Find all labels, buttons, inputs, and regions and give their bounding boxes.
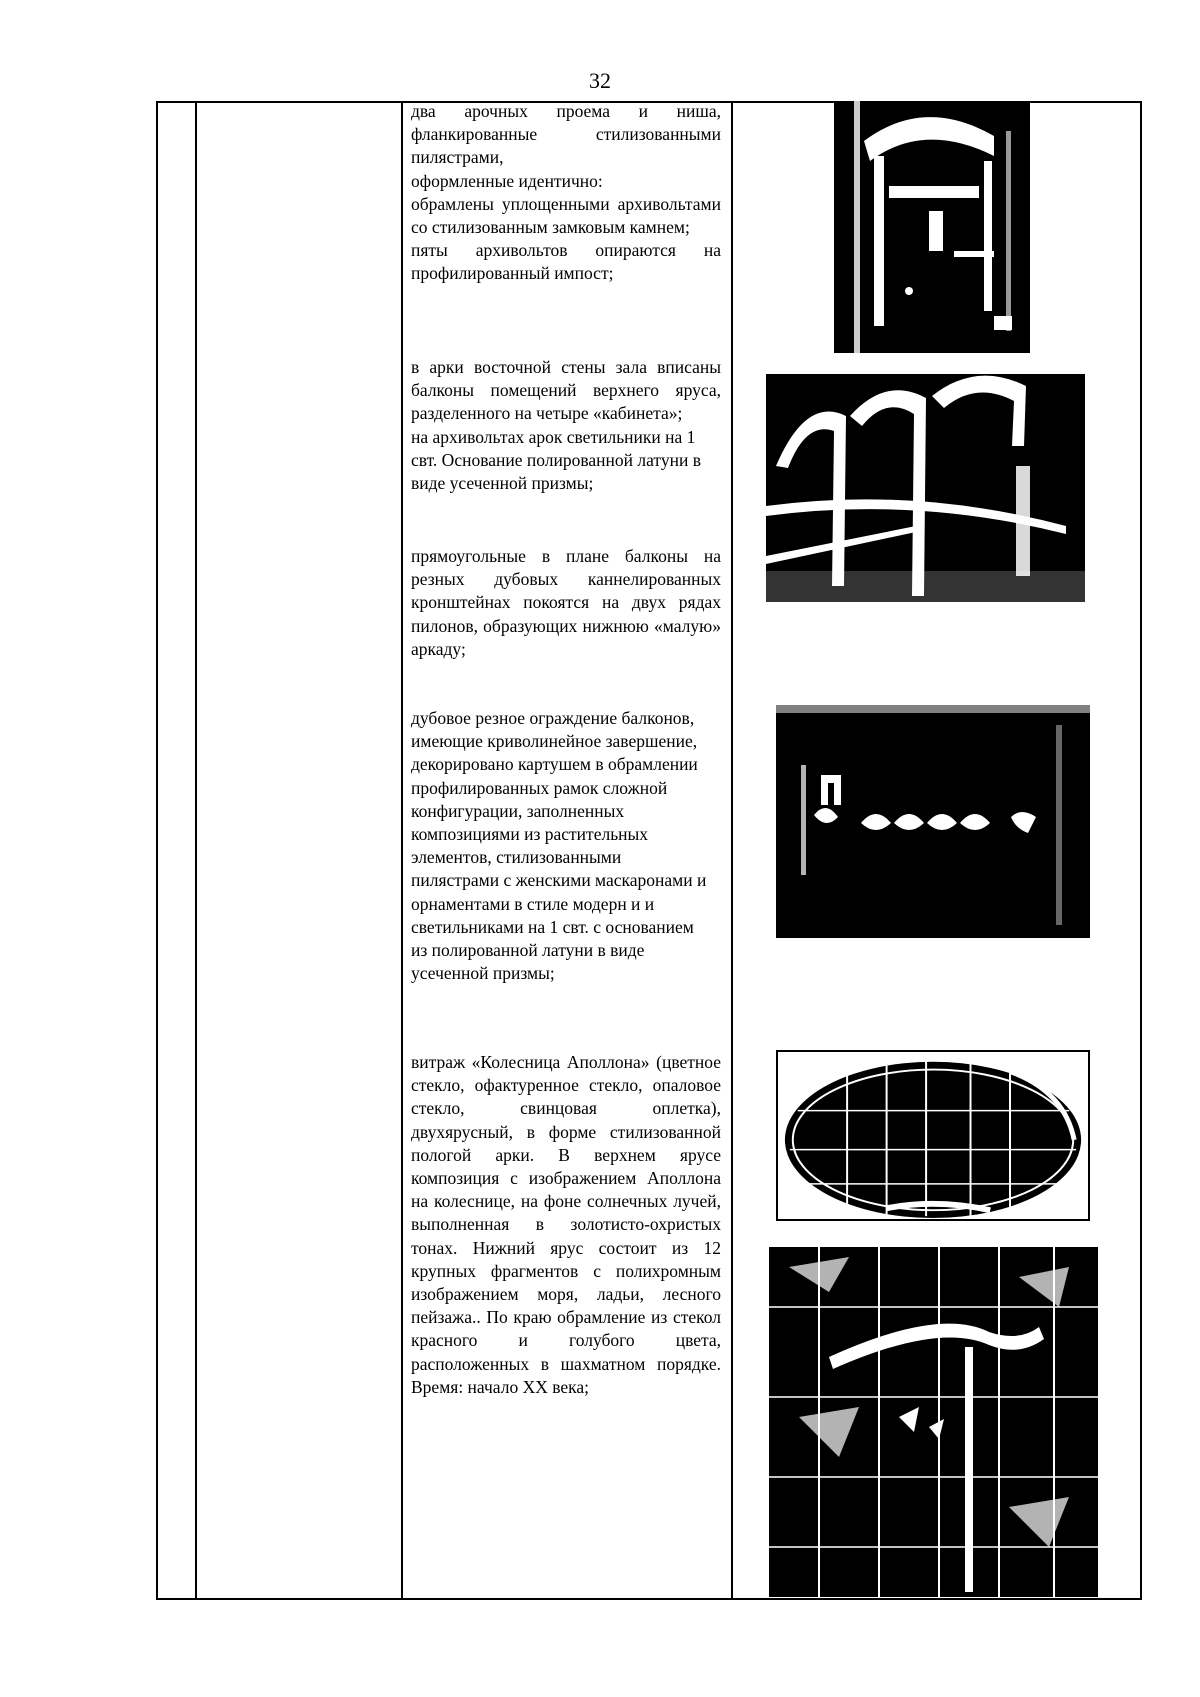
photo-stained-glass-upper [776, 1050, 1090, 1221]
column-divider [731, 101, 733, 1600]
entry-rectangular-balconies [411, 545, 721, 661]
entry-text: прямоугольные в плане балконы на резных дубовых каннелированных кронштейнах покоятся на двух рядах пилонов, образующих нижнюю «малую» аркаду; [411, 546, 721, 659]
entry-arched-openings [411, 100, 721, 286]
photo-stained-glass-lower [769, 1247, 1098, 1597]
entry-text: дубовое резное ограждение балконов, имеющие криволинейное завершение, декорировано картушем в обрамлении профилированных рамок сложной конфигурации, заполненных композициями из растительных элементов, стилизованными пилястрами с женскими маскаронами и орнаментами в стиле модерн и и светильниками на 1 свт. с основанием из полированной латуни в виде усеченной призмы; [411, 708, 707, 984]
entry-text: обрамлены уплощенными архивольтами со стилизованным замковым камнем; [411, 193, 721, 238]
entry-text: на архивольтах арок светильники на 1 свт. Основание полированной латуни в виде усеченной призмы; [411, 426, 701, 494]
entry-text: в арки восточной стены зала вписаны балконы помещений верхнего яруса, разделенного на четыре «кабинета»; [411, 357, 721, 424]
entry-balcony-railing [411, 707, 711, 985]
entry-stained-glass [411, 1051, 721, 1399]
entry-text: пяты архивольтов опираются на профилированный импост; [411, 240, 721, 284]
photo-balcony-railing [776, 705, 1090, 938]
column-divider [401, 101, 403, 1600]
entry-text: оформленные идентично: [411, 170, 603, 191]
entry-arcade-balconies [411, 356, 721, 495]
entry-text: витраж «Колесница Аполлона» (цветное стекло, офактуренное стекло, опаловое стекло, свинцовая оплетка), двухярусный, в форме стилизованной пологой арки. В верхнем ярусе композиция с изображением Аполлона на колеснице, на фоне солнечных лучей, выполненная в золотисто-охристых тонах. Нижний ярус состоит из 12 крупных фрагментов с полихромным изображением моря, ладьи, лесного пейзажа.. По краю обрамление из стекол красного и голубого цвета, расположенных в шахматном порядке. Время: начало XX века; [411, 1052, 721, 1397]
photo-arched-openings-niche [834, 101, 1030, 353]
column-divider [195, 101, 197, 1600]
entry-text: два арочных проема и ниша, фланкированные стилизованными пилястрами, [411, 101, 721, 168]
page-number: 32 [589, 68, 611, 93]
photo-arcade-balconies [766, 356, 1085, 602]
